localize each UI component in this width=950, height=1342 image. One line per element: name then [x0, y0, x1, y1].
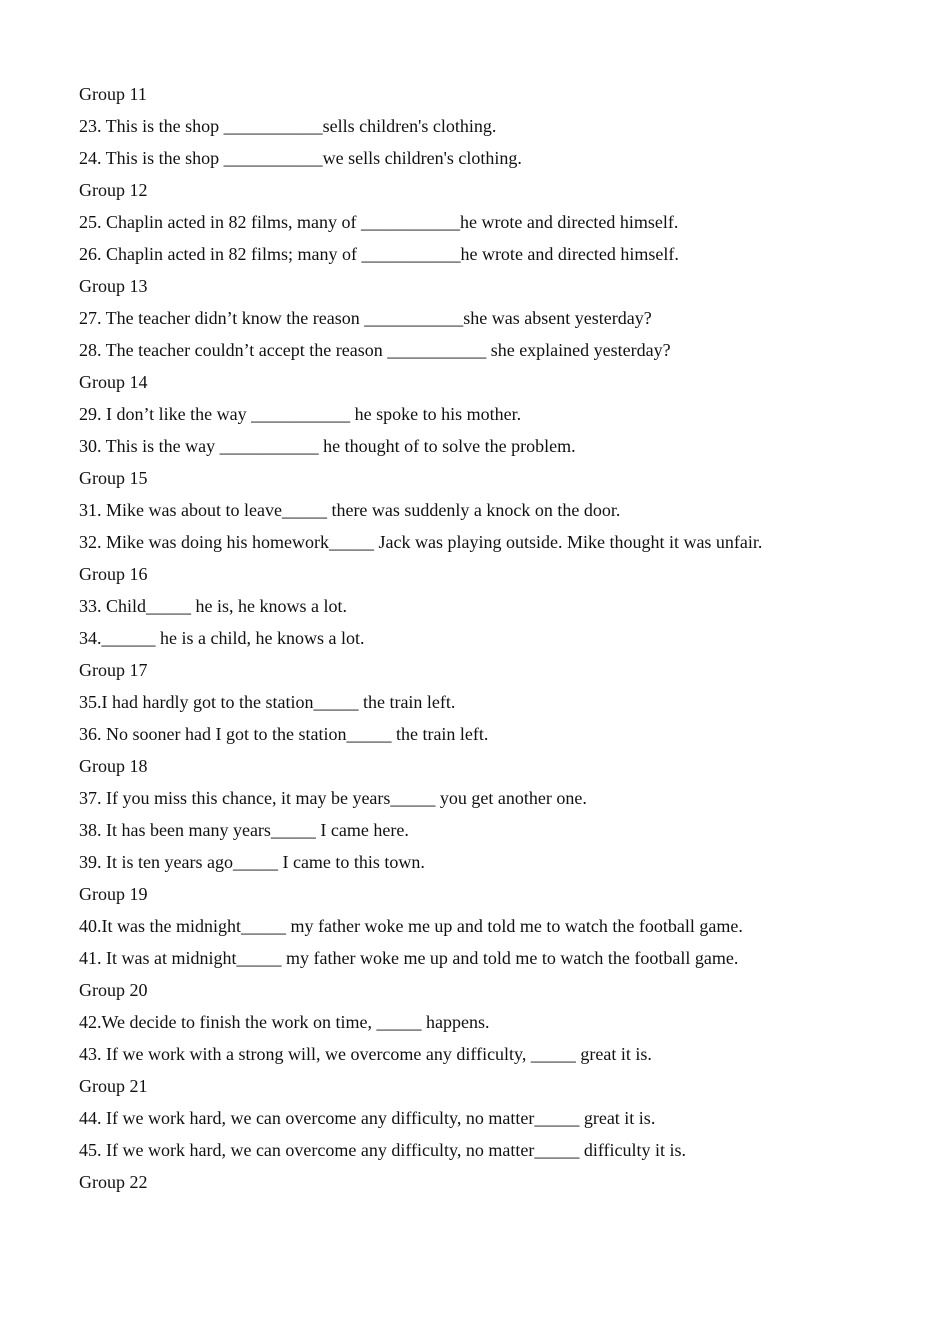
question-line: 32. Mike was doing his homework_____ Jack was playing outside. Mike thought it was unfair. — [79, 532, 763, 552]
question-line: 28. The teacher couldn’t accept the reason ___________ she explained yesterday? — [79, 340, 671, 360]
question-line: 38. It has been many years_____ I came here. — [79, 820, 409, 840]
question-line: 43. If we work with a strong will, we overcome any difficulty, _____ great it is. — [79, 1044, 652, 1064]
group-heading: Group 14 — [79, 372, 148, 392]
question-line: 41. It was at midnight_____ my father woke me up and told me to watch the football game. — [79, 948, 739, 968]
question-line: 25. Chaplin acted in 82 films, many of ___________he wrote and directed himself. — [79, 212, 679, 232]
question-line: 44. If we work hard, we can overcome any difficulty, no matter_____ great it is. — [79, 1108, 656, 1128]
group-heading: Group 16 — [79, 564, 148, 584]
question-line: 26. Chaplin acted in 82 films; many of ___________he wrote and directed himself. — [79, 244, 679, 264]
question-line: 40.It was the midnight_____ my father woke me up and told me to watch the football game. — [79, 916, 743, 936]
question-line: 30. This is the way ___________ he thought of to solve the problem. — [79, 436, 576, 456]
group-heading: Group 13 — [79, 276, 148, 296]
question-line: 33. Child_____ he is, he knows a lot. — [79, 596, 347, 616]
document-page — [79, 78, 899, 1198]
group-heading: Group 18 — [79, 756, 148, 776]
question-line: 36. No sooner had I got to the station_____ the train left. — [79, 724, 489, 744]
question-line: 24. This is the shop ___________we sells children's clothing. — [79, 148, 522, 168]
group-heading: Group 20 — [79, 980, 148, 1000]
question-line: 42.We decide to finish the work on time, _____ happens. — [79, 1012, 490, 1032]
group-heading: Group 22 — [79, 1172, 148, 1192]
question-line: 37. If you miss this chance, it may be years_____ you get another one. — [79, 788, 587, 808]
group-heading: Group 11 — [79, 84, 147, 104]
group-heading: Group 15 — [79, 468, 148, 488]
question-line: 45. If we work hard, we can overcome any difficulty, no matter_____ difficulty it is. — [79, 1140, 686, 1160]
group-heading: Group 12 — [79, 180, 148, 200]
group-heading: Group 19 — [79, 884, 148, 904]
question-line: 29. I don’t like the way ___________ he spoke to his mother. — [79, 404, 522, 424]
question-line: 34.______ he is a child, he knows a lot. — [79, 628, 365, 648]
question-line: 39. It is ten years ago_____ I came to this town. — [79, 852, 425, 872]
question-line: 27. The teacher didn’t know the reason ___________she was absent yesterday? — [79, 308, 652, 328]
group-heading: Group 21 — [79, 1076, 148, 1096]
question-line: 35.I had hardly got to the station_____ the train left. — [79, 692, 456, 712]
question-line: 23. This is the shop ___________sells children's clothing. — [79, 116, 497, 136]
question-line: 31. Mike was about to leave_____ there was suddenly a knock on the door. — [79, 500, 621, 520]
group-heading: Group 17 — [79, 660, 148, 680]
